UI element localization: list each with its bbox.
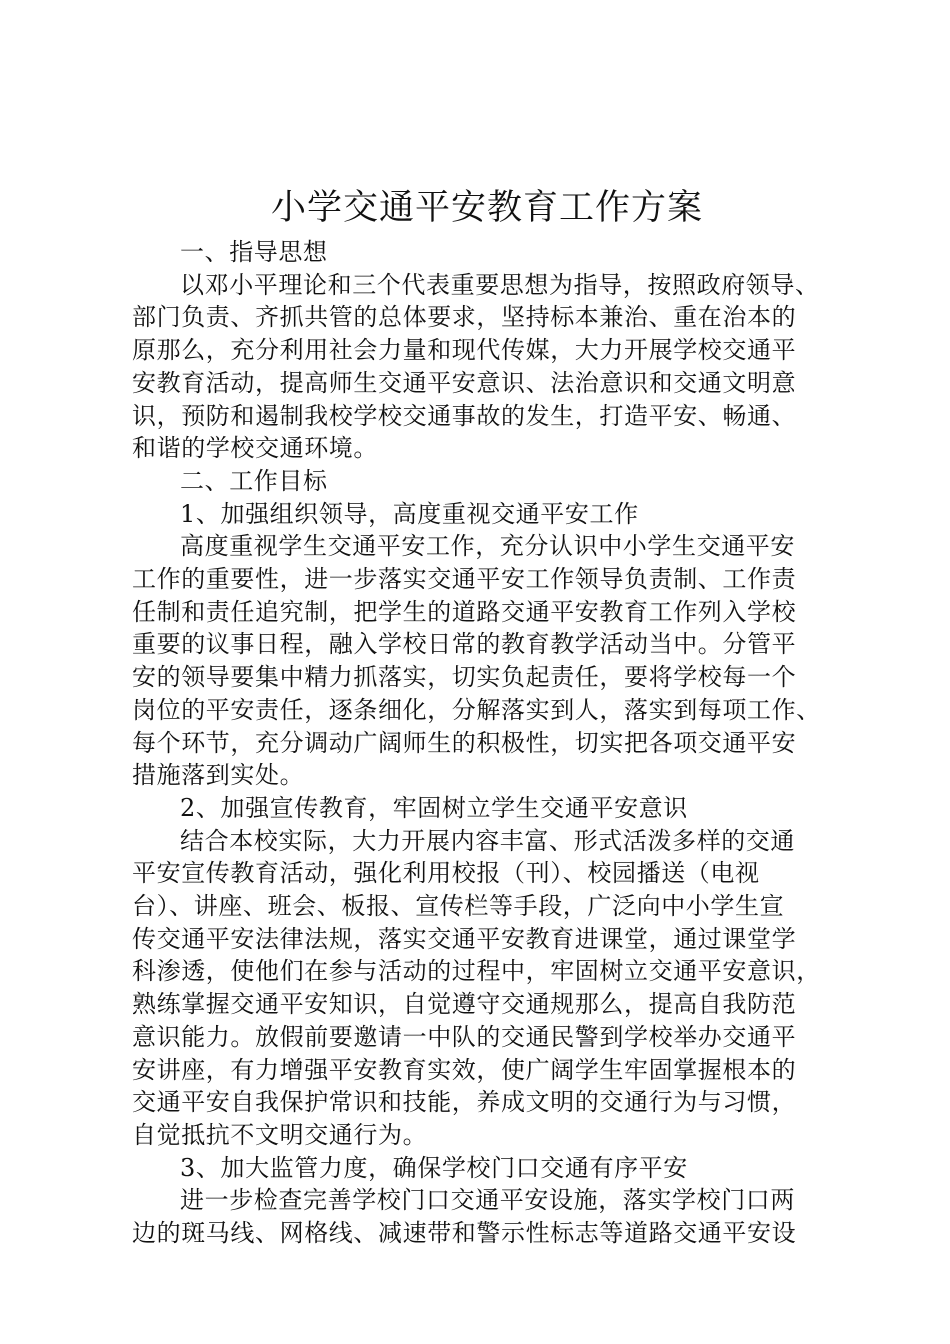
- text-line: 以邓小平理论和三个代表重要思想为指导，按照政府领导、: [180, 270, 820, 299]
- text-line: 3、加大监管力度，确保学校门口交通有序平安: [180, 1153, 688, 1182]
- text-line: 和谐的学校交通环境。: [132, 434, 378, 463]
- document-body: [132, 180, 842, 1250]
- text-line: 台）、讲座、班会、板报、宣传栏等手段，广泛向中小学生宣: [132, 892, 785, 921]
- text-line: 1、加强组织领导，高度重视交通平安工作: [180, 499, 639, 528]
- text-line: 安教育活动，提高师生交通平安意识、法治意识和交通文明意: [132, 368, 797, 397]
- text-line: 识，预防和遏制我校学校交通事故的发生，打造平安、畅通、: [132, 401, 797, 430]
- text-line: 熟练掌握交通平安知识，自觉遵守交通规那么，提高自我防范: [132, 990, 797, 1019]
- text-line: 岗位的平安责任，逐条细化，分解落实到人，落实到每项工作、: [132, 695, 821, 724]
- text-line: 边的斑马线、网格线、减速带和警示性标志等道路交通平安设: [132, 1219, 797, 1248]
- text-line: 原那么，充分利用社会力量和现代传媒，大力开展学校交通平: [132, 336, 797, 365]
- text-line: 高度重视学生交通平安工作，充分认识中小学生交通平安: [180, 532, 795, 561]
- text-line: 安的领导要集中精力抓落实，切实负起责任，要将学校每一个: [132, 663, 797, 692]
- text-line: 结合本校实际，大力开展内容丰富、形式活泼多样的交通: [180, 826, 795, 855]
- text-line: 2、加强宣传教育，牢固树立学生交通平安意识: [180, 793, 688, 822]
- text-line: 科渗透，使他们在参与活动的过程中，牢固树立交通平安意识，: [132, 957, 821, 986]
- text-line: 每个环节，充分调动广阔师生的积极性，切实把各项交通平安: [132, 728, 797, 757]
- document-title: 小学交通平安教育工作方案: [270, 188, 703, 228]
- text-line: 进一步检查完善学校门口交通平安设施，落实学校门口两: [180, 1186, 795, 1215]
- text-line: 二、工作目标: [180, 466, 328, 495]
- text-line: 一、指导思想: [180, 238, 328, 266]
- text-line: 安讲座，有力增强平安教育实效，使广阔学生牢固掌握根本的: [132, 1055, 797, 1084]
- document-text: [132, 236, 842, 1250]
- text-line: 措施落到实处。: [132, 761, 305, 790]
- text-line: 传交通平安法律法规，落实交通平安教育进课堂，通过课堂学: [132, 924, 797, 953]
- text-line: 工作的重要性，进一步落实交通平安工作领导负责制、工作责: [132, 565, 797, 594]
- text-line: 意识能力。放假前要邀请一中队的交通民警到学校举办交通平: [132, 1022, 797, 1051]
- text-line: 部门负责、齐抓共管的总体要求，坚持标本兼治、重在治本的: [132, 303, 797, 332]
- text-line: 任制和责任追究制，把学生的道路交通平安教育工作列入学校: [132, 597, 797, 626]
- text-line: 交通平安自我保护常识和技能，养成文明的交通行为与习惯，: [132, 1088, 797, 1117]
- text-line: 平安宣传教育活动，强化利用校报（刊）、校园播送（电视: [132, 859, 760, 888]
- text-line: 重要的议事日程，融入学校日常的教育教学活动当中。分管平: [132, 630, 797, 659]
- text-line: 自觉抵抗不文明交通行为。: [132, 1120, 428, 1149]
